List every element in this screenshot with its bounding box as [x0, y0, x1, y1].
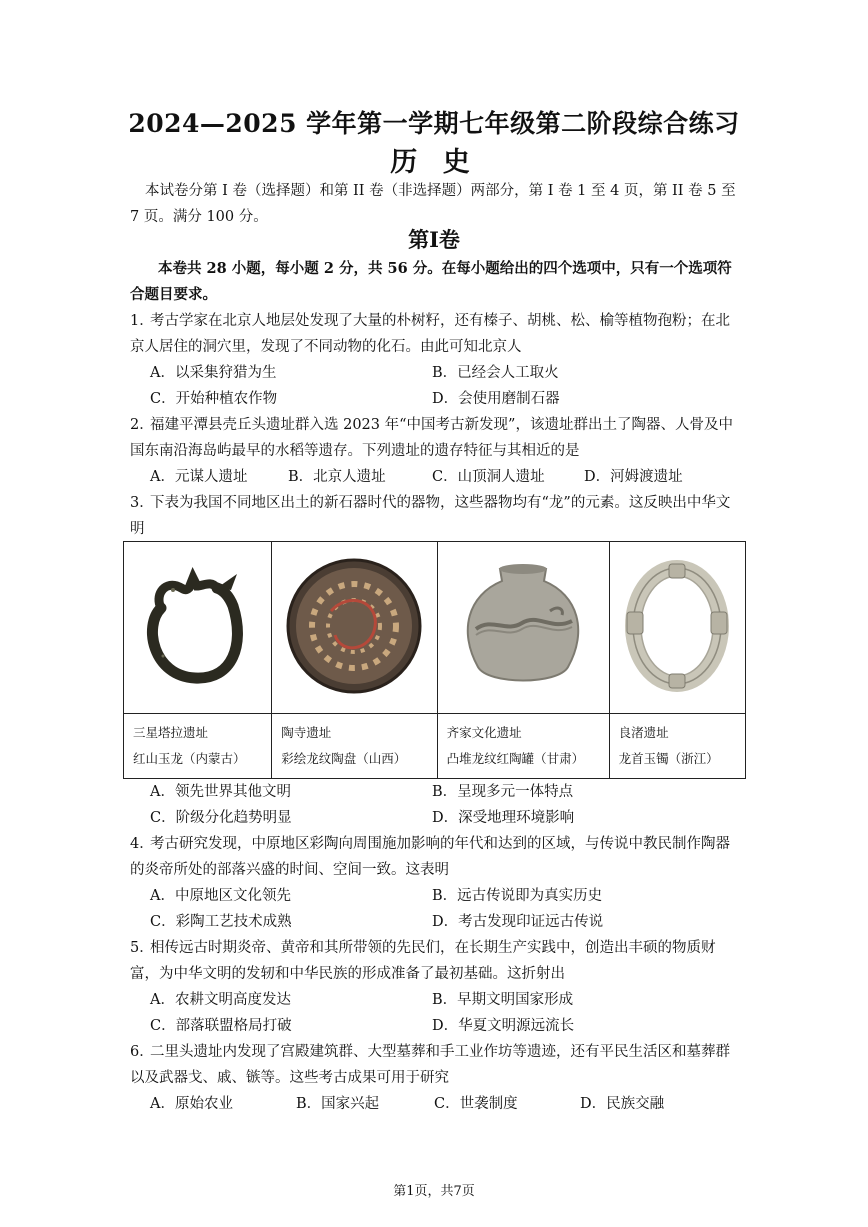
- question-3: [130, 490, 740, 542]
- artifact-caption: [124, 714, 272, 779]
- question-number: 6．: [130, 1044, 154, 1060]
- option-b[interactable]: B．远古传说即为真实历史: [432, 888, 603, 904]
- dragon-pottery-jar-image: [448, 551, 598, 701]
- question-5: [130, 935, 740, 987]
- question-number: 3．: [130, 495, 154, 511]
- question-number: 4．: [130, 836, 154, 852]
- subject-title: 历 史: [390, 147, 478, 178]
- jade-dragon-image: [133, 556, 263, 696]
- question-number: 5．: [130, 940, 154, 956]
- option-a[interactable]: A．农耕文明高度发达: [150, 992, 291, 1008]
- option-a[interactable]: A．领先世界其他文明: [150, 784, 291, 800]
- artifact-name: 彩绘龙纹陶盘（山西）: [281, 751, 407, 766]
- option-b[interactable]: B．已经会人工取火: [432, 365, 559, 381]
- dragon-head-bracelet-image: [617, 556, 737, 696]
- artifact-name: 龙首玉镯（浙江）: [618, 751, 719, 766]
- question-text: 相传远古时期炎帝、黄帝和其所带领的先民们，在长期生产实践中，创造出丰硕的物质财富，为中华文明的发轫和中华民族的形成准备了最初基础。这折射出: [130, 940, 716, 982]
- option-b[interactable]: B．呈现多元一体特点: [432, 784, 574, 800]
- option-b[interactable]: B．北京人遗址: [288, 469, 386, 485]
- option-c[interactable]: C．部落联盟格局打破: [150, 1018, 292, 1034]
- artifact-site: 良渚遗址: [618, 725, 669, 740]
- artifact-caption: [437, 714, 609, 779]
- option-d[interactable]: D．深受地理环境影响: [432, 810, 575, 826]
- question-text: 考古学家在北京人地层处发现了大量的朴树籽，还有榛子、胡桃、松、榆等植物孢粉；在北京人居住的洞穴里，发现了不同动物的化石。由此可知北京人: [130, 313, 730, 355]
- artifact-image-cell: [124, 542, 272, 714]
- artifact-site: 三星塔拉遗址: [133, 725, 209, 740]
- artifact-image-cell: [272, 542, 437, 714]
- question-4: [130, 831, 740, 883]
- artifact-name: 红山玉龙（内蒙古）: [133, 751, 246, 766]
- option-c[interactable]: C．山顶洞人遗址: [432, 469, 545, 485]
- artifacts-table: [123, 541, 746, 779]
- option-d[interactable]: D．河姆渡遗址: [584, 469, 683, 485]
- artifact-image-cell: [437, 542, 609, 714]
- question-text: 考古研究发现，中原地区彩陶向周围施加影响的年代和达到的区域，与传说中教民制作陶器的炎帝所处的部落兴盛的时间、空间一致。这表明: [130, 836, 730, 878]
- question-number: 2．: [130, 417, 154, 433]
- painted-dragon-plate-image: [279, 551, 429, 701]
- artifact-name: 凸堆龙纹红陶罐（甘肃）: [446, 751, 585, 766]
- artifact-site: 陶寺遗址: [281, 725, 332, 740]
- option-c[interactable]: C．阶级分化趋势明显: [150, 810, 292, 826]
- option-d[interactable]: D．考古发现印证远古传说: [432, 914, 604, 930]
- option-a[interactable]: A．原始农业: [150, 1096, 233, 1112]
- option-a[interactable]: A．元谋人遗址: [150, 469, 248, 485]
- section-title: 第Ⅰ卷: [408, 227, 460, 252]
- question-1: [130, 308, 740, 360]
- artifact-site: 齐家文化遗址: [446, 725, 522, 740]
- option-c[interactable]: C．开始种植农作物: [150, 391, 278, 407]
- page-footer: 第1页，共7页: [393, 1184, 475, 1199]
- artifact-caption: [609, 714, 745, 779]
- option-b[interactable]: B．早期文明国家形成: [432, 992, 574, 1008]
- option-a[interactable]: A．中原地区文化领先: [150, 888, 291, 904]
- option-d[interactable]: D．会使用磨制石器: [432, 391, 560, 407]
- artifact-caption: [272, 714, 437, 779]
- option-c[interactable]: C．世袭制度: [434, 1096, 518, 1112]
- artifact-image-cell: [609, 542, 745, 714]
- section-instructions: 本卷共 28 小题，每小题 2 分，共 56 分。在每小题给出的四个选项中，只有一个选项符合题目要求。: [130, 260, 732, 303]
- option-c[interactable]: C．彩陶工艺技术成熟: [150, 914, 292, 930]
- option-d[interactable]: D．华夏文明源远流长: [432, 1018, 575, 1034]
- option-a[interactable]: A．以采集狩猎为生: [150, 365, 277, 381]
- question-text: 下表为我国不同地区出土的新石器时代的器物，这些器物均有“龙”的元素。这反映出中华文明: [130, 495, 731, 537]
- question-text: 二里头遗址内发现了宫殿建筑群、大型墓葬和手工业作坊等遗迹，还有平民生活区和墓葬群以及武器戈、戚、镞等。这些考古成果可用于研究: [130, 1044, 730, 1086]
- exam-intro: 本试卷分第 I 卷（选择题）和第 II 卷（非选择题）两部分，第 I 卷 1 至 4 页，第 II 卷 5 至 7 页。满分 100 分。: [130, 183, 736, 225]
- exam-title: 2024—2025 学年第一学期七年级第二阶段综合练习: [128, 109, 740, 138]
- question-2: [130, 412, 740, 464]
- option-d[interactable]: D．民族交融: [580, 1096, 665, 1112]
- question-text: 福建平潭县壳丘头遗址群入选 2023 年“中国考古新发现”，该遗址群出土了陶器、人骨及中国东南沿海岛屿最早的水稻等遗存。下列遗址的遗存特征与其相近的是: [130, 417, 733, 459]
- option-b[interactable]: B．国家兴起: [296, 1096, 380, 1112]
- question-number: 1．: [130, 313, 154, 329]
- question-6: [130, 1039, 740, 1091]
